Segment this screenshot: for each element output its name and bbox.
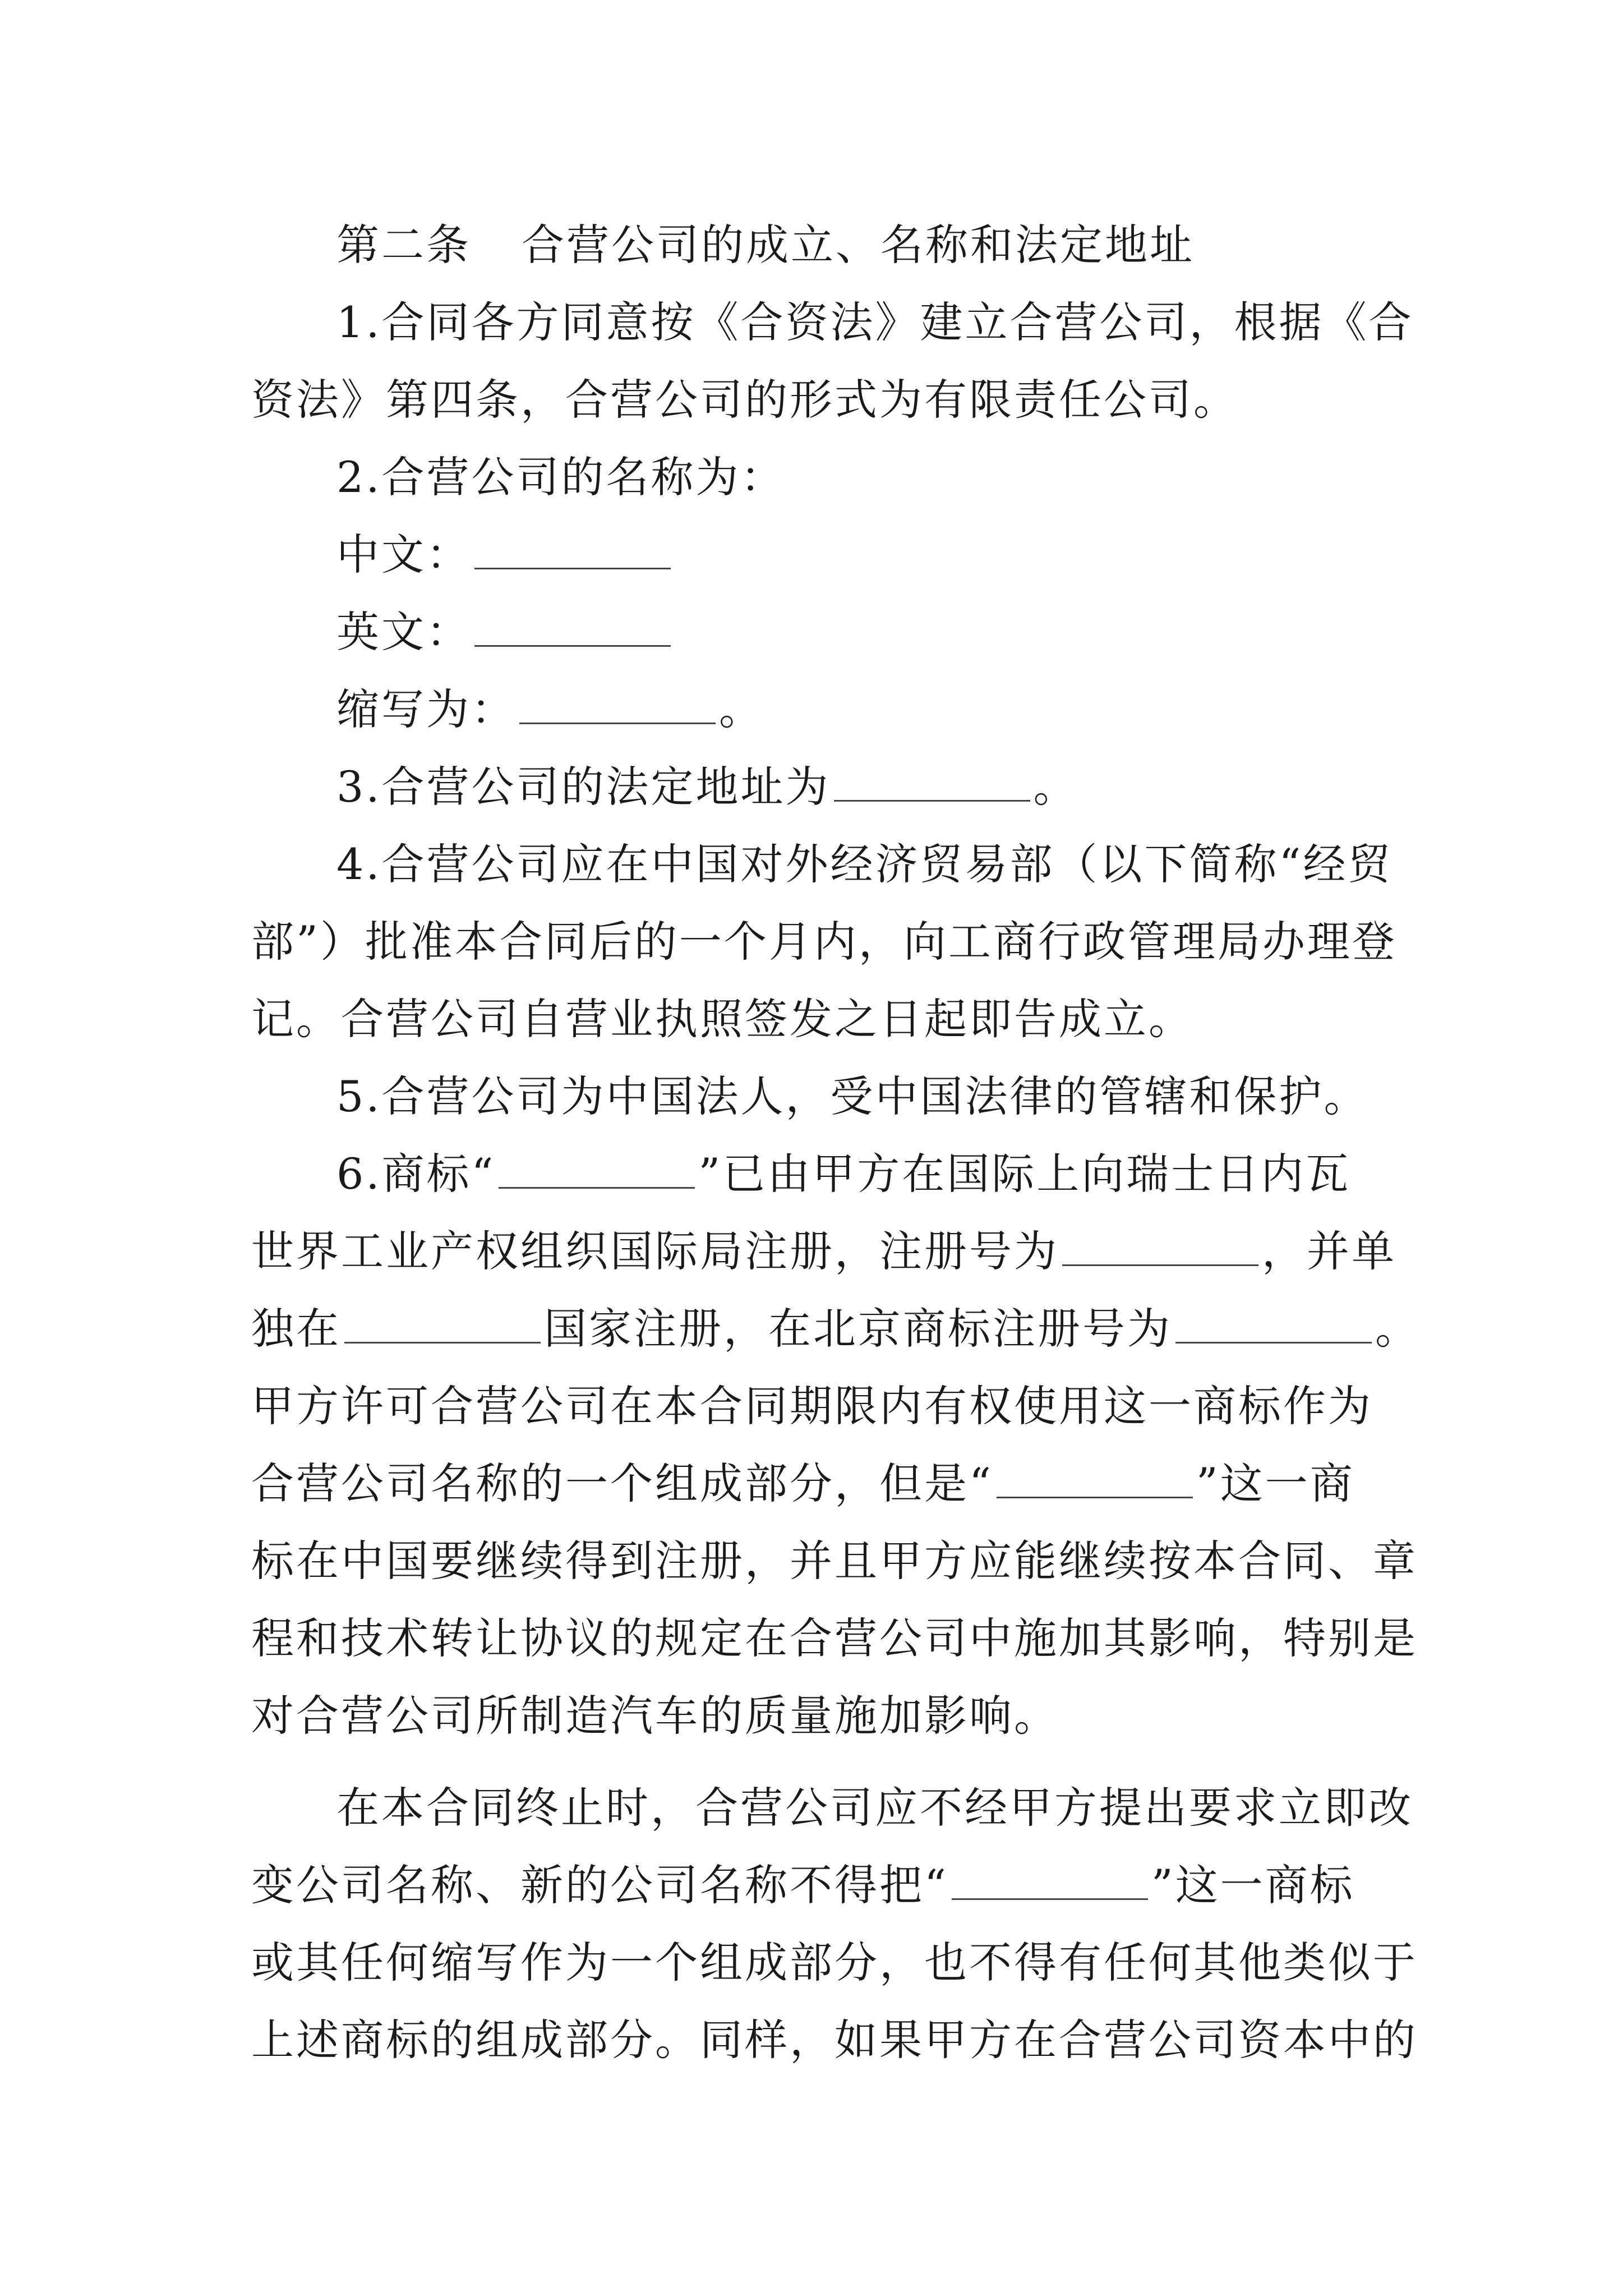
paragraph-line: 在本合同终止时，合营公司应不经甲方提出要求立即改 — [336, 1783, 1413, 1833]
article-number: 第二条 — [336, 220, 471, 270]
blank-field — [1175, 1340, 1372, 1343]
trademark-line: 6.商标“ ”已由甲方在国际上向瑞士日内瓦 — [336, 1149, 1351, 1199]
chinese-name-line: 中文： — [251, 516, 1378, 593]
paragraph-line: 上述商标的组成部分。同样，如果甲方在合营公司资本中的 — [251, 2015, 1418, 2065]
article-heading — [251, 206, 1378, 284]
blank-field — [519, 720, 716, 724]
registration-line: 独在 国家注册，在北京商标注册号为 。 — [251, 1304, 1420, 1354]
blank-field — [1062, 1262, 1258, 1266]
blank-field — [834, 798, 1030, 802]
paragraph-line: 5.合营公司为中国法人，受中国法律的管辖和保护。 — [336, 1071, 1369, 1121]
blank-field — [474, 643, 671, 647]
blank-field — [344, 1340, 541, 1343]
paragraph-line: 合营公司名称的一个组成部分，但是“ ”这一商 — [251, 1458, 1355, 1508]
paragraph-line: 4.合营公司应在中国对外经济贸易部（以下简称“经贸 — [336, 839, 1393, 889]
abbreviation-line: 缩写为： 。 — [336, 684, 764, 734]
paragraph-line: 2.合营公司的名称为： — [336, 452, 786, 502]
paragraph-line: 或其任何缩写作为一个组成部分，也不得有任何其他类似于 — [251, 1938, 1418, 1987]
registration-line: 世界工业产权组织国际局注册，注册号为 ，并单 — [251, 1226, 1396, 1276]
english-name-line: 英文： — [251, 593, 1378, 671]
legal-address-line: 3.合营公司的法定地址为 。 — [336, 762, 1078, 812]
paragraph-line: 程和技术转让协议的规定在合营公司中施加其影响，特别是 — [251, 1613, 1418, 1663]
paragraph-line: 部”）批准本合同后的一个月内，向工商行政管理局办理登 — [251, 917, 1397, 967]
blank-field — [474, 565, 671, 569]
paragraph-line: 记。合营公司自营业执照签发之日起即告成立。 — [251, 994, 1193, 1044]
blank-field — [499, 1185, 695, 1189]
paragraph-line: 甲方许可合营公司在本合同期限内有权使用这一商标作为 — [251, 1381, 1373, 1431]
paragraph-line: 1.合同各方同意按《合资法》建立合营公司，根据《合 — [336, 297, 1414, 347]
paragraph-line: 变公司名称、新的公司名称不得把“ ”这一商标 — [251, 1860, 1355, 1910]
blank-field — [997, 1494, 1193, 1498]
contract-text — [251, 206, 1420, 2079]
paragraph-line: 标在中国要继续得到注册，并且甲方应能继续按本合同、章 — [251, 1536, 1418, 1586]
paragraph-line: 资法》第四条，合营公司的形式为有限责任公司。 — [251, 375, 1238, 425]
paragraph-line: 对合营公司所制造汽车的质量施加影响。 — [251, 1691, 1059, 1741]
blank-field — [952, 1896, 1148, 1900]
article-title: 合营公司的成立、名称和法定地址 — [522, 220, 1195, 270]
